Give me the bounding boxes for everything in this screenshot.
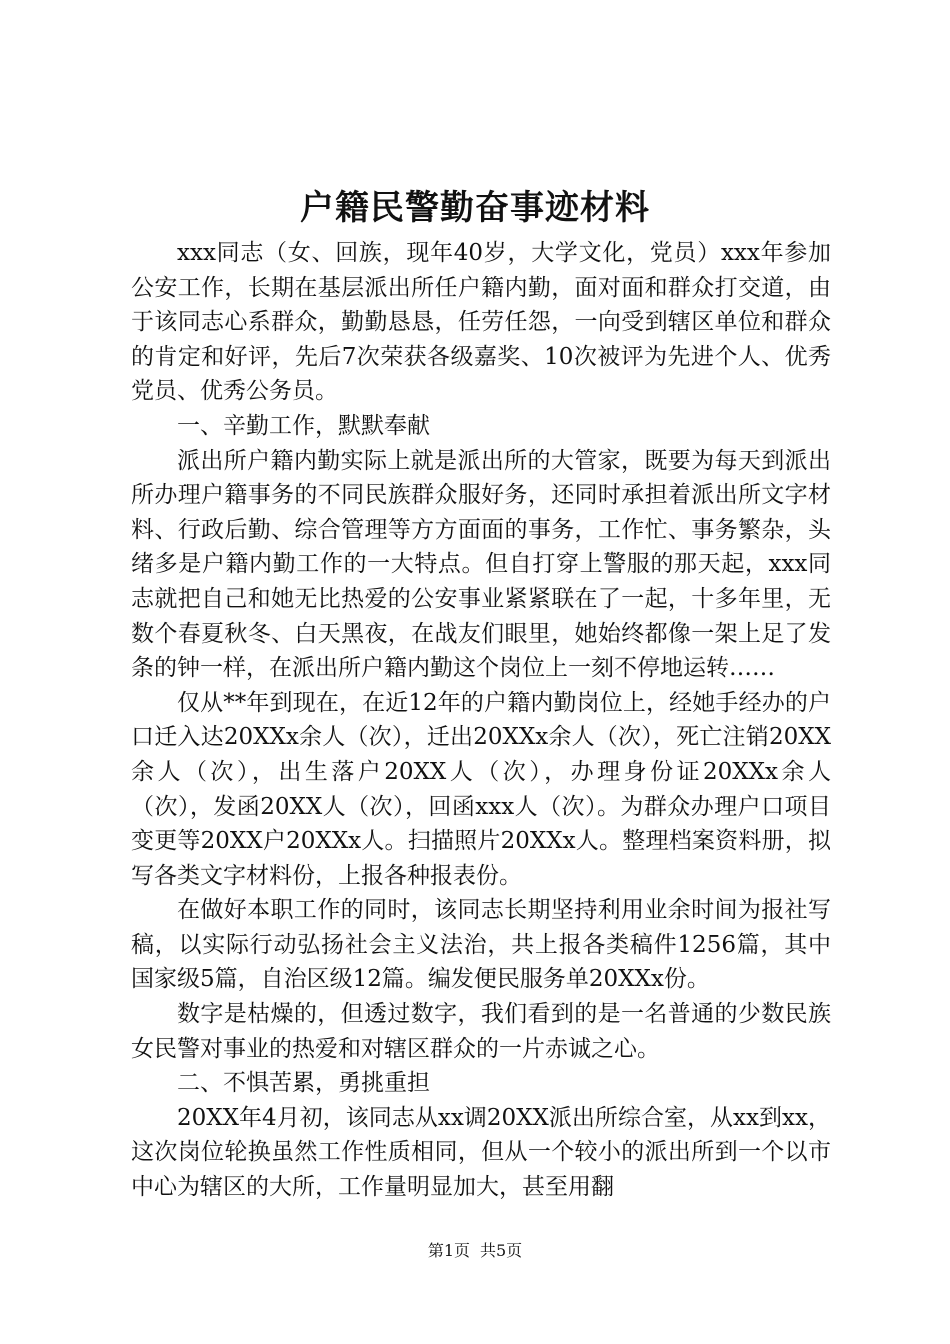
page-total: 共5页 — [480, 1241, 523, 1260]
document-title: 户籍民警勤奋事迹材料 — [300, 188, 650, 228]
page-footer — [0, 1239, 950, 1263]
body-paragraph: 数字是枯燥的，但透过数字，我们看到的是一名普通的少数民族女民警对事业的热爱和对辖区群众的一片赤诚之心。 — [131, 1001, 831, 1062]
document-body — [131, 236, 831, 1205]
section-heading-2: 二、不惧苦累，勇挑重担 — [177, 1070, 430, 1097]
section-heading-1: 一、辛勤工作，默默奉献 — [177, 412, 430, 439]
body-paragraph: 派出所户籍内勤实际上就是派出所的大管家，既要为每天到派出所办理户籍事务的不同民族群众服好务，还同时承担着派出所文字材料、行政后勤、综合管理等方方面面的事务，工作忙、事务繁杂，头绪多是户籍内勤工作的一大特点。但自打穿上警服的那天起，xxx同志就把自己和她无比热爱的公安事业紧紧联在了一起，十多年里，无数个春夏秋冬、白天黑夜，在战友们眼里，她始终都像一架上足了发条的钟一样，在派出所户籍内勤这个岗位上一刻不停地运转…… — [131, 447, 831, 682]
body-paragraph: 仅从**年到现在，在近12年的户籍内勤岗位上，经她手经办的户口迁入达20XXx余人（次），迁出20XXx余人（次），死亡注销20XX余人（次），出生落户20XX人（次），办理身份证20XXx余人（次），发函20XX人（次），回函xxx人（次）。为群众办理户口项目变更等20XX户20XXx人。扫描照片20XXx人。整理档案资料册，拟写各类文字材料份，上报各种报表份。 — [131, 689, 831, 889]
body-paragraph: 20XX年4月初，该同志从xx调20XX派出所综合室，从xx到xx，这次岗位轮换虽然工作性质相同，但从一个较小的派出所到一个以市中心为辖区的大所，工作量明显加大，甚至用翻 — [131, 1104, 831, 1201]
page-number: 第1页 — [427, 1241, 470, 1260]
body-paragraph: 在做好本职工作的同时，该同志长期坚持利用业余时间为报社写稿，以实际行动弘扬社会主义法治，共上报各类稿件1256篇，其中国家级5篇，自治区级12篇。编发便民服务单20XXx份。 — [131, 897, 831, 993]
intro-paragraph: xxx同志（女、回族，现年40岁，大学文化，党员）xxx年参加公安工作，长期在基层派出所任户籍内勤，面对面和群众打交道，由于该同志心系群众，勤勤恳恳，任劳任怨，一向受到辖区单位和群众的肯定和好评，先后7次荣获各级嘉奖、10次被评为先进个人、优秀党员、优秀公务员。 — [131, 240, 831, 405]
